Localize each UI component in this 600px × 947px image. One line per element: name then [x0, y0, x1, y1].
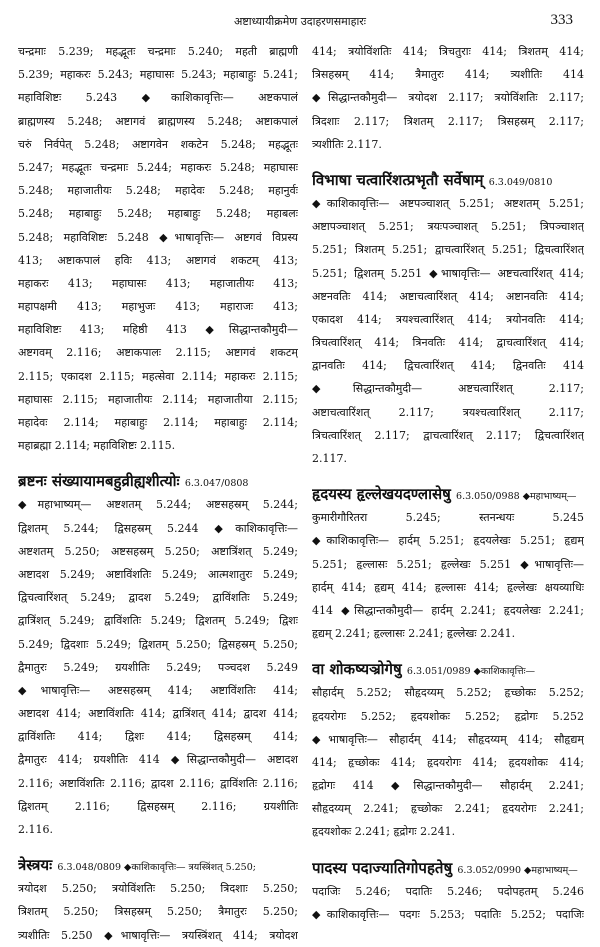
sutra-reference: 6.3.048/0809 ◆काशिकावृत्तिः— त्रयस्त्रिंशत् 5.250; — [57, 862, 256, 874]
text-line: 414; हृच्छोकः 414; हृदयरोगः 414; हृदयशोकः 414; — [312, 755, 584, 769]
text-line: द्विशतम् 2.116; द्विसहस्रम् 2.116; ग्रयशीतिः — [18, 799, 298, 813]
text-line: त्रयोदश 5.250; त्रयोविंशतिः 5.250; त्रिदशाः 5.250; — [18, 882, 298, 896]
text-line: 5.251; द्विशतम् 5.251 ◆भाषावृत्तिः— अष्टचत्वारिंशत् 414; — [312, 266, 584, 280]
text-line: महाविशिष्टः 413; महिष्ठी 413 ◆सिद्धान्तकौमुदी— — [18, 323, 298, 337]
text-line: चरुं निर्वपेत् 5.248; अष्टागवेन शकटेन 5.248; महद्भूतः — [18, 137, 298, 151]
sutra-title: हृदयस्य हृल्लेखयदण्लासेषु — [312, 485, 451, 504]
text-line: त्रिसहस्रम् 414; त्रैमातुरः 414; त्र्यशीतिः 414 — [312, 68, 584, 82]
sutra-heading — [312, 856, 584, 880]
text-line: त्र्यशीतिः 2.117. — [312, 137, 382, 151]
right-column — [312, 40, 584, 926]
text-line: पदाजिः 5.246; पदातिः 5.246; पदोपहतम् 5.246 — [312, 884, 584, 898]
sutra-title: विभाषा चत्वारिंशत्प्रभृतौ सर्वेषाम् — [312, 170, 484, 189]
text-line: त्रिचत्वारिंशत् 414; त्रिनवतिः 414; द्वाचत्वारिंशत् 414; — [312, 336, 584, 350]
sutra-reference: 6.3.051/0989 ◆काशिकावृत्तिः— — [406, 666, 536, 678]
text-line: चन्द्रमाः 5.239; महद्भूतः चन्द्रमाः 5.240; महती ब्राह्मणी — [18, 45, 298, 58]
text-line: द्वानवतिः 414; द्विचत्वारिंशत् 414; द्विनवतिः 414 — [312, 359, 584, 373]
text-line: ◆सिद्धान्तकौमुदी— त्रयोदश 2.117; त्रयोविंशतिः 2.117; — [312, 91, 584, 105]
text-line: महादेवः 2.114; महाबाहुः 2.114; महाबाहुः 2.114; — [18, 416, 298, 429]
text-line: 413; अष्टाकपालं हविः 413; अष्टागवं शकटम् 413; — [18, 253, 298, 267]
text-line: द्वाविंशतिः 414; द्विशः 414; द्विसहस्रम् 414; — [18, 730, 298, 744]
text-line: त्रिचत्वारिंशत् 2.117; द्वाचत्वारिंशत् 2.117; द्विचत्वारिंशत् — [312, 428, 584, 442]
text-line: 5.249; द्विदशाः 5.249; द्विशतम् 5.250; द्विसहस्रम् 5.250; — [18, 637, 298, 651]
left-column — [18, 40, 298, 947]
text-line: कुमारीगौरितरा 5.245; स्तनन्धयः 5.245 — [312, 511, 584, 525]
text-line: ◆काशिकावृत्तिः— पदगः 5.253; पदातिः 5.252; पदाजिः — [312, 907, 584, 921]
text-line: 5.239; महाकरः 5.243; महाघासः 5.243; महाबाहुः 5.241; — [18, 68, 298, 82]
text-line: ◆सिद्धान्तकौमुदी— अष्टचत्वारिंशत् 2.117; — [312, 382, 584, 396]
text-line: अष्टादश 414; अष्टाविंशतिः 414; द्वात्रिंशत् 414; द्वादश 414; — [18, 707, 298, 721]
sutra-heading — [18, 469, 298, 493]
text-line: ◆काशिकावृत्तिः— अष्टपञ्चाशत् 5.251; अष्टशतम् 5.251; — [312, 196, 584, 210]
text-line: 414; त्रयोविंशतिः 414; त्रिचतुराः 414; त्रिशतम् 414; — [312, 45, 584, 58]
text-line: हृदयशोकः 2.241; हृद्रोगः 2.241. — [312, 825, 456, 839]
text-line: अष्टनवतिः 414; अष्टाचत्वारिंशत् 414; अष्टानवतिः 414; — [312, 289, 584, 303]
sutra-title: ब्रष्टनः संख्यायामबहुव्रीह्यशीत्योः — [18, 472, 180, 491]
text-line: हृद्यम् 2.241; हृल्लासः 2.241; हृल्लेखः 2.241. — [312, 627, 516, 641]
sutra-reference: 6.3.050/0988 ◆महाभाष्यम्— — [456, 491, 577, 503]
text-line: सौहृदय्यम् 2.241; हृच्छोकः 2.241; हृदयरोगः 2.241; — [312, 802, 584, 816]
text-line: 5.248; महाविशिष्टः 5.248 ◆भाषावृत्तिः— अष्टगवं विप्रस्य — [18, 230, 298, 244]
text-line: 2.115; एकादश 2.115; महत्सेवा 2.114; महाकरः 2.115; — [18, 369, 298, 383]
text-line: अष्टगवम् 2.116; अष्टाकपालः 2.115; अष्टागवं शकटम् — [18, 346, 298, 360]
text-line: महाब्रह्मा 2.114; महाविशिष्टः 2.115. — [18, 439, 176, 453]
text-line: ◆महाभाष्यम्— अष्टशतम् 5.244; अष्टसहस्रम् 5.244; — [18, 498, 298, 512]
text-line: 5.247; महद्भूतः चन्द्रमाः 5.244; महाकरः 5.248; महाघासः — [18, 160, 298, 174]
text-line: हृद्रोगः 414 ◆सिद्धान्तकौमुदी— सौहार्दम् 2.241; — [312, 779, 584, 793]
text-line: महाघासः 2.115; महाजातीयः 2.114; महाजातीया 2.115; — [18, 392, 298, 406]
text-line: 2.116. — [18, 823, 53, 836]
text-line: एकादश 414; त्रयश्चत्वारिंशत् 414; त्रयोनवतिः 414; — [312, 312, 584, 326]
text-line: 5.248; महाबाहुः 5.248; महाबाहुः 5.248; महाबलः — [18, 207, 298, 221]
text-line: द्विशतम् 5.244; द्विसहस्रम् 5.244 ◆काशिकावृत्तिः— — [18, 521, 298, 535]
sutra-heading — [312, 482, 584, 506]
text-line: अष्टादश 5.249; अष्टाविंशतिः 5.249; आत्मशातुरः 5.249; — [18, 567, 298, 581]
text-line: हृदयरोगः 5.252; हृदयशोकः 5.252; हृद्रोगः 5.252 — [312, 709, 584, 723]
text-line: हार्दम् 414; हृद्यम् 414; हृल्लासः 414; हृल्लेखः क्षयव्याधिः — [312, 580, 584, 594]
text-line: 2.116; अष्टाविंशतिः 2.116; द्वादश 2.116; द्वाविंशतिः 2.116; — [18, 776, 298, 790]
text-line: अष्टाचत्वारिंशत् 2.117; त्रयश्चत्वारिंशत् 2.117; — [312, 405, 584, 419]
sutra-heading — [312, 168, 584, 192]
text-line: अष्टशतम् 5.250; अष्टसहस्रम् 5.250; अष्टात्रिंशत् 5.249; — [18, 544, 298, 558]
text-line: 5.251; त्रिशतम् 5.251; द्वाचत्वारिंशत् 5.251; द्विचत्वारिंशत् — [312, 243, 584, 257]
text-line: महाकरः 413; महाघासः 413; महाजातीयः 413; — [18, 276, 298, 290]
sutra-reference: 6.3.052/0990 ◆महाभाष्यम्— — [457, 864, 578, 876]
text-line: ◆भाषावृत्तिः— अष्टसहस्रम् 414; अष्टाविंशतिः 414; — [18, 683, 298, 697]
text-line: 414 ◆सिद्धान्तकौमुदी— हार्दम् 2.241; हृदयलेखः 2.241; — [312, 603, 584, 617]
text-line: द्वैमातुरः 414; ग्रयशीतिः 414 ◆सिद्धान्तकौमुदी— अष्टादश — [18, 753, 298, 767]
sutra-reference: 6.3.047/0808 — [184, 478, 249, 490]
sutra-title: वा शोकष्यञ्रोगेषु — [312, 660, 402, 679]
text-line: द्वात्रिंशत् 5.249; द्वाविंशतिः 5.249; द्विशतम् 5.249; द्विशः — [18, 614, 298, 628]
text-line: ◆भाषावृत्तिः— सौहार्दम् 414; सौहृदय्यम् 414; सौहृद्यम् — [312, 732, 584, 746]
sutra-title: पादस्य पदाज्यातिगोपहतेषु — [312, 858, 453, 877]
text-line: त्रिशतम् 5.250; त्रिसहस्रम् 5.250; त्रैमातुरः 5.250; — [18, 905, 298, 919]
page-number: 333 — [550, 12, 573, 28]
text-line: 2.117. — [312, 452, 347, 465]
text-line: ब्राह्मणस्य 5.248; अष्टागवं ब्राह्मणस्य 5.248; अष्टाकपालं — [18, 114, 298, 128]
text-line: अष्टापञ्चाशत् 5.251; त्रयःपञ्चाशत् 5.251; त्रिपञ्चाशत् — [312, 220, 584, 234]
text-line: महापक्षमी 413; महाभुजः 413; महाराजः 413; — [18, 300, 298, 314]
text-line: महाविशिष्टः 5.243 ◆काशिकावृत्तिः— अष्टकपालं — [18, 91, 298, 105]
sutra-reference: 6.3.049/0810 — [488, 176, 553, 188]
running-header — [0, 12, 600, 32]
text-line: त्र्यशीतिः 5.250 ◆भाषावृत्तिः— त्रयस्त्रिंशत् 414; त्रयोदश — [18, 928, 298, 942]
sutra-heading — [18, 853, 298, 877]
text-line: द्विचत्वारिंशत् 5.249; द्वादश 5.249; द्वाविंशतिः 5.249; — [18, 591, 298, 605]
running-header-title: अष्टाध्यायीक्रमेण उदाहरणसमाहारः — [233, 15, 367, 28]
text-line: द्वैमातुरः 5.249; ग्रयशीतिः 5.249; पञ्चदश 5.249 — [18, 660, 298, 674]
text-line: सौहार्दम् 5.252; सौहृदय्यम् 5.252; हृच्छोकः 5.252; — [312, 686, 584, 700]
sutra-title: त्रेस्त्रयः — [18, 856, 53, 875]
text-line: 5.251; हृल्लासः 5.251; हृल्लेखः 5.251 ◆भाषावृत्तिः— — [312, 557, 584, 571]
sutra-heading — [312, 657, 584, 681]
text-line: 5.248; महाजातीयः 5.248; महादेवः 5.248; महानुर्वः — [18, 184, 298, 198]
text-line: त्रिदशाः 2.117; त्रिशतम् 2.117; त्रिसहस्रम् 2.117; — [312, 114, 584, 128]
text-line: ◆काशिकावृत्तिः— हार्दम् 5.251; हृदयलेखः 5.251; हृद्यम् — [312, 534, 584, 548]
